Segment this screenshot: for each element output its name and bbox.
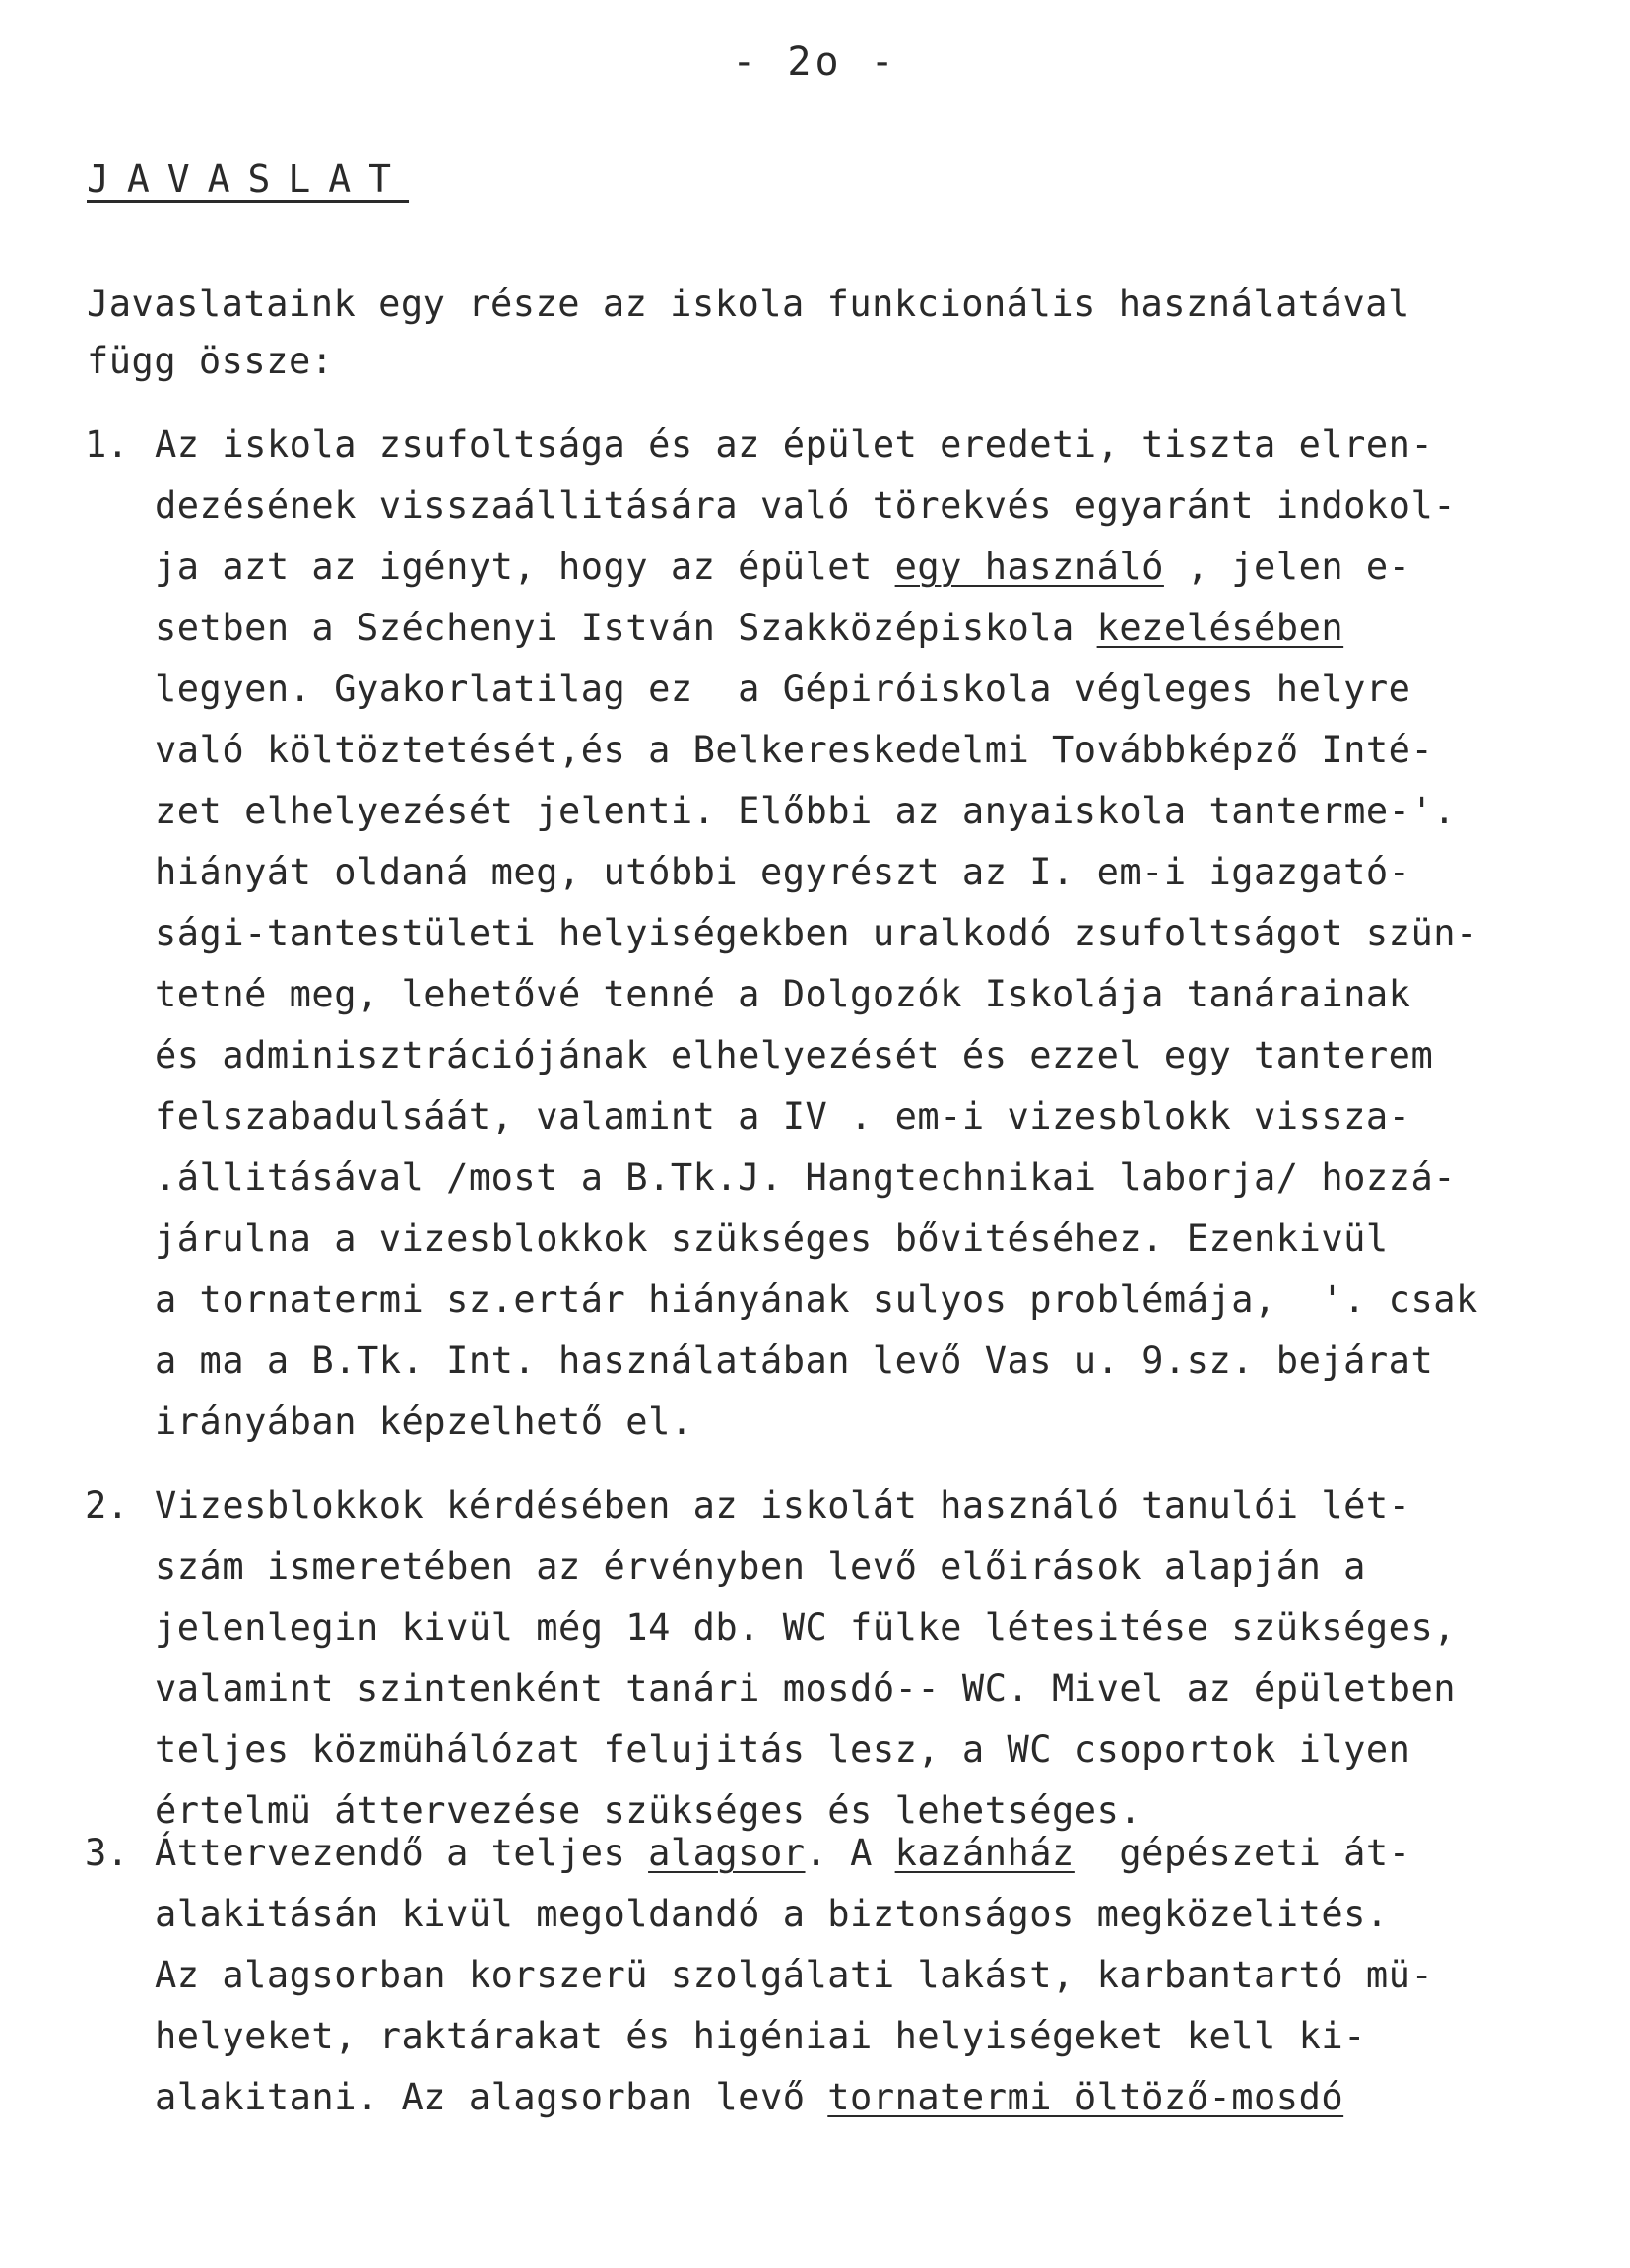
list-item-line: felszabadulsáát, valamint a IV . em-i vizesblokk vissza-	[155, 1095, 1411, 1137]
list-item-number: 3.	[85, 1832, 129, 1874]
text-segment: setben a Széchenyi István Szakközépiskola	[155, 607, 1097, 649]
text-segment: ja azt az igényt, hogy az épület	[155, 546, 895, 588]
intro-line: függ össze:	[87, 340, 334, 382]
intro-line: Javaslataink egy része az iskola funkcionális használatával	[87, 283, 1410, 325]
list-item-line: a tornatermi sz.ertár hiányának sulyos problémája, '. csak	[155, 1278, 1478, 1321]
text-segment: alakitani. Az alagsorban levő	[155, 2076, 828, 2118]
list-item-line: legyen. Gyakorlatilag ez a Gépiróiskola végleges helyre	[155, 668, 1411, 710]
list-item-line: járulna a vizesblokkok szükséges bővitéséhez. Ezenkivül	[155, 1217, 1389, 1260]
list-item-line: tetné meg, lehetővé tenné a Dolgozók Iskolája tanárainak	[155, 973, 1411, 1015]
list-item-line: és adminisztrációjának elhelyezését és ezzel egy tanterem	[155, 1034, 1434, 1076]
list-item-line: teljes közmühálózat felujitás lesz, a WC csoportok ilyen	[155, 1728, 1411, 1771]
list-item-line: a ma a B.Tk. Int. használatában levő Vas u. 9.sz. bejárat	[155, 1339, 1434, 1382]
underlined-text: tornatermi öltöző-mosdó	[827, 2076, 1344, 2118]
text-segment: , jelen e-	[1163, 546, 1411, 588]
list-item-line	[155, 2074, 1343, 2121]
list-item-line: .állitásával /most a B.Tk.J. Hangtechnikai laborja/ hozzá-	[155, 1156, 1457, 1199]
list-item-line: zet elhelyezését jelenti. Előbbi az anyaiskola tanterme-'.	[155, 790, 1457, 832]
list-item-line: hiányát oldaná meg, utóbbi egyrészt az I. em-i igazgató-	[155, 851, 1411, 893]
list-item-line: valamint szintenként tanári mosdó-- WC. Mivel az épületben	[155, 1667, 1457, 1710]
underlined-text: egy használó	[894, 546, 1164, 588]
underlined-text: kazánház	[894, 1832, 1075, 1874]
list-item-line: irányában képzelhető el.	[155, 1400, 693, 1443]
page-number: - 2o -	[732, 39, 898, 85]
list-item-line: való költöztetését,és a Belkereskedelmi Továbbképző Inté-	[155, 729, 1434, 771]
list-item-line: Az iskola zsufoltsága és az épület eredeti, tiszta elren-	[155, 423, 1434, 466]
section-heading: JAVASLAT	[87, 158, 410, 201]
list-item-line: Az alagsorban korszerü szolgálati lakást, karbantartó mü-	[155, 1954, 1434, 1996]
list-item-line: szám ismeretében az érvényben levő előirások alapján a	[155, 1545, 1366, 1588]
list-item-line	[155, 544, 1410, 591]
underlined-text: alagsor	[648, 1832, 806, 1874]
underlined-text: kezelésében	[1096, 607, 1344, 649]
list-item-number: 1.	[85, 423, 129, 466]
text-segment: Áttervezendő a teljes	[155, 1832, 649, 1874]
list-item-line	[155, 605, 1343, 652]
list-item-line: helyeket, raktárakat és higéniai helyiségeket kell ki-	[155, 2015, 1366, 2057]
list-item-line: alakitásán kivül megoldandó a biztonságos megközelités.	[155, 1893, 1389, 1935]
list-item-line: dezésének visszaállitására való törekvés egyaránt indokol-	[155, 485, 1457, 527]
list-item-number: 2.	[85, 1484, 129, 1526]
list-item-line: jelenlegin kivül még 14 db. WC fülke létesitése szükséges,	[155, 1606, 1457, 1649]
text-segment: . A	[805, 1832, 895, 1874]
text-segment: gépészeti át-	[1074, 1832, 1411, 1874]
list-item-line: Vizesblokkok kérdésében az iskolát használó tanulói lét-	[155, 1484, 1411, 1526]
list-item-line: sági-tantestületi helyiségekben uralkodó zsufoltságot szün-	[155, 912, 1478, 954]
list-item-line: értelmü áttervezése szükséges és lehetséges.	[155, 1789, 1142, 1832]
list-item-line	[155, 1830, 1410, 1877]
